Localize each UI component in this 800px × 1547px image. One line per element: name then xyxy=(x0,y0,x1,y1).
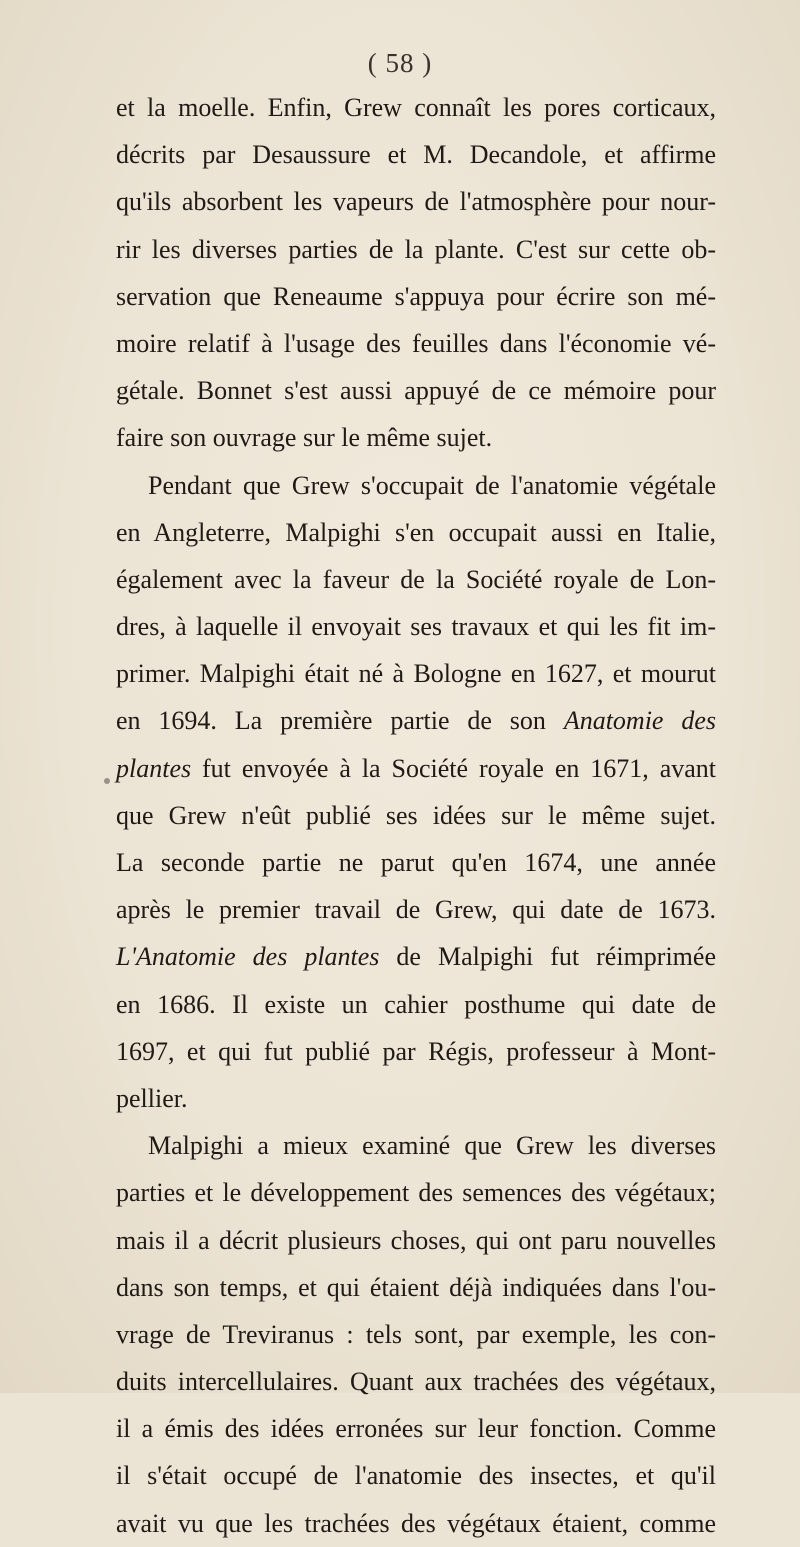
text-line: décrits par Desaussure et M. Decandole, et affirme xyxy=(116,140,716,170)
page-number: ( 58 ) xyxy=(367,48,433,78)
text-line: moire relatif à l'usage des feuilles dans l'économie vé- xyxy=(116,328,716,358)
text-line: il s'était occupé de l'anatomie des insectes, et qu'il xyxy=(116,1461,716,1491)
text-line: en 1686. Il existe un cahier posthume qui date de xyxy=(116,989,716,1019)
text-line: et la moelle. Enfin, Grew connaît les pores corticaux, xyxy=(116,93,716,122)
text-line: mais il a décrit plusieurs choses, qui ont paru nouvelles xyxy=(116,1225,716,1255)
text-segment: de Malpighi fut réimprimée xyxy=(379,942,716,972)
text-segment: en 1694. La première partie de son xyxy=(116,706,546,736)
text-line: gétale. Bonnet s'est aussi appuyé de ce mémoire pour xyxy=(116,376,716,406)
text-line: il a émis des idées erronées sur leur fonction. Comme xyxy=(116,1414,716,1444)
italic-title: Anatomie des xyxy=(563,706,716,736)
text-line: également avec la faveur de la Société royale de Lon- xyxy=(116,564,716,594)
text-line: La seconde partie ne parut qu'en 1674, une année xyxy=(116,848,716,877)
text-line: Malpighi a mieux examiné que Grew les diverses xyxy=(148,1131,716,1161)
text-line: 1697, et qui fut publié par Régis, professeur à Mont- xyxy=(116,1036,716,1066)
text-line xyxy=(116,745,716,792)
text-line: servation que Reneaume s'appuya pour écrire son mé- xyxy=(116,281,716,311)
text-line: en Angleterre, Malpighi s'en occupait aussi en Italie, xyxy=(116,517,716,547)
text-line: duits intercellulaires. Quant aux trachées des végétaux, xyxy=(116,1367,716,1397)
italic-title: L'Anatomie des plantes xyxy=(116,942,380,972)
text-line: faire son ouvrage sur le même sujet. xyxy=(116,423,493,453)
text-line xyxy=(116,933,716,980)
text-line: dans son temps, et qui étaient déjà indiquées dans l'ou- xyxy=(116,1272,716,1302)
margin-mark xyxy=(104,778,110,784)
text-line: avait vu que les trachées des végétaux étaient, comme xyxy=(116,1508,716,1538)
text-line: rir les diverses parties de la plante. C'est sur cette ob- xyxy=(116,234,716,264)
text-line: qu'ils absorbent les vapeurs de l'atmosphère pour nour- xyxy=(116,187,716,217)
text-line: vrage de Treviranus : tels sont, par exemple, les con- xyxy=(116,1319,716,1349)
text-line: parties et le développement des semences des végétaux; xyxy=(116,1178,716,1208)
text-segment: fut envoyée à la Société royale en 1671, avant xyxy=(191,753,716,783)
text-line: pellier. xyxy=(116,1083,188,1113)
text-line: Pendant que Grew s'occupait de l'anatomie végétale xyxy=(148,470,716,500)
text-line: que Grew n'eût publié ses idées sur le même sujet. xyxy=(116,800,716,830)
text-line: dres, à laquelle il envoyait ses travaux et qui les fit im- xyxy=(116,612,716,642)
text-line xyxy=(116,697,716,744)
italic-title: plantes xyxy=(116,753,192,783)
text-line: après le premier travail de Grew, qui date de 1673. xyxy=(116,895,716,925)
body-text xyxy=(116,84,716,1547)
text-line: primer. Malpighi était né à Bologne en 1627, et mourut xyxy=(116,659,716,689)
